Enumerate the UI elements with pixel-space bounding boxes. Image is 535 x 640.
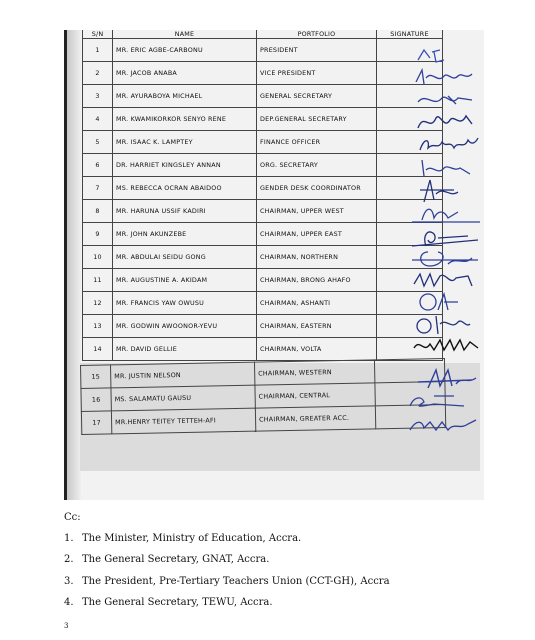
cell-name: MR. ISAAC K. LAMPTEY <box>113 131 257 154</box>
header-name: NAME <box>113 30 257 39</box>
cell-name: MR. ABDULAI SEIDU GONG <box>113 246 257 269</box>
cell-portfolio: CHAIRMAN, EASTERN <box>257 315 377 338</box>
cell-portfolio: VICE PRESIDENT <box>257 62 377 85</box>
cc-item-text: The President, Pre-Tertiary Teachers Union (CCT-GH), Accra <box>82 575 390 587</box>
cell-portfolio: CHAIRMAN, UPPER WEST <box>257 200 377 223</box>
cell-portfolio: FINANCE OFFICER <box>257 131 377 154</box>
table-row <box>83 39 443 62</box>
cc-item-number: 3. <box>64 575 74 587</box>
cc-item-number: 2. <box>64 554 74 566</box>
cell-portfolio: PRESIDENT <box>257 39 377 62</box>
page-number: 3 <box>64 622 69 630</box>
cell-name: DR. HARRIET KINGSLEY ANNAN <box>113 154 257 177</box>
header-signature: SIGNATURE <box>377 30 443 39</box>
scanned-signature-sheet <box>64 30 484 500</box>
cc-item-number: 1. <box>64 533 74 544</box>
cc-item-text: The General Secretary, TEWU, Accra. <box>82 596 273 608</box>
signature-3 <box>412 88 482 112</box>
table-row <box>83 246 443 269</box>
cc-item-number: 4. <box>64 596 74 608</box>
cell-name: MR. AYURABOYA MICHAEL <box>113 85 257 108</box>
table-row <box>83 315 443 338</box>
signature-15 <box>412 366 484 390</box>
cell-portfolio: CHAIRMAN, WESTERN <box>254 360 374 385</box>
table-row <box>83 62 443 85</box>
cell-name: MR. JACOB ANABA <box>113 62 257 85</box>
cell-name: MR. GODWIN AWOONOR-YEVU <box>113 315 257 338</box>
cc-item <box>64 597 390 618</box>
cell-portfolio: CHAIRMAN, VOLTA <box>257 338 377 361</box>
signature-14 <box>410 334 484 356</box>
cell-name: MR. JUSTIN NELSON <box>111 362 255 388</box>
cell-name: MR. DAVID GELLIE <box>113 338 257 361</box>
cell-portfolio: CHAIRMAN, BRONG AHAFO <box>257 269 377 292</box>
cell-sn: 16 <box>81 388 111 412</box>
cell-portfolio: CHAIRMAN, ASHANTI <box>257 292 377 315</box>
cell-sn: 4 <box>83 108 113 131</box>
table-row <box>83 223 443 246</box>
header-sn: S/N <box>83 30 113 39</box>
cc-item <box>64 554 390 575</box>
table-row <box>83 85 443 108</box>
table-row <box>83 154 443 177</box>
cell-sn: 17 <box>81 411 111 435</box>
signature-1 <box>410 44 470 66</box>
table-row <box>83 338 443 361</box>
cell-name: MR. JOHN AKUNZEBE <box>113 223 257 246</box>
cell-sn: 9 <box>83 223 113 246</box>
table-row <box>83 200 443 223</box>
signature-10 <box>408 246 484 270</box>
cell-name: MR. KWAMIKORKOR SENYO RENE <box>113 108 257 131</box>
header-portfolio: PORTFOLIO <box>257 30 377 39</box>
cell-portfolio: GENDER DESK COORDINATOR <box>257 177 377 200</box>
attendance-table <box>82 30 443 361</box>
cell-sn: 5 <box>83 131 113 154</box>
table-row <box>83 108 443 131</box>
cell-sn: 2 <box>83 62 113 85</box>
cell-name: MS. REBECCA OCRAN ABAIDOO <box>113 177 257 200</box>
signature-16 <box>404 388 480 412</box>
signature-2 <box>410 66 480 90</box>
cell-sn: 6 <box>83 154 113 177</box>
cell-portfolio: CHAIRMAN, NORTHERN <box>257 246 377 269</box>
cell-portfolio: DEP.GENERAL SECRETARY <box>257 108 377 131</box>
table-row <box>83 269 443 292</box>
signature-6 <box>414 156 484 180</box>
cell-name: MR. FRANCIS YAW OWUSU <box>113 292 257 315</box>
signature-17 <box>406 410 482 436</box>
cell-portfolio: CHAIRMAN, UPPER EAST <box>257 223 377 246</box>
cell-name: MR. AUGUSTINE A. AKIDAM <box>113 269 257 292</box>
cell-sn: 7 <box>83 177 113 200</box>
cc-label: Cc: <box>64 512 81 523</box>
signature-5-apology <box>414 132 484 158</box>
signature-11 <box>410 268 484 292</box>
scan-shadow <box>67 30 81 500</box>
cc-item <box>64 533 390 554</box>
cell-sn: 8 <box>83 200 113 223</box>
attendance-table-continued <box>80 358 446 435</box>
cc-list <box>64 533 390 618</box>
cell-name: MS. SALAMATU GAUSU <box>111 385 255 411</box>
table-row <box>83 177 443 200</box>
cc-item-text: The General Secretary, GNAT, Accra. <box>82 554 270 566</box>
table-row <box>83 292 443 315</box>
cc-item-text: The Minister, Ministry of Education, Accra. <box>82 533 302 544</box>
cell-sn: 10 <box>83 246 113 269</box>
cell-name: MR. HARUNA USSIF KADIRI <box>113 200 257 223</box>
signature-8 <box>408 202 484 226</box>
signature-4 <box>414 110 484 134</box>
cell-name: MR.HENRY TEITEY TETTEH-AFI <box>111 408 255 434</box>
cell-sn: 14 <box>83 338 113 361</box>
cell-sn: 15 <box>81 365 111 389</box>
signature-7 <box>414 178 484 204</box>
table-row <box>83 131 443 154</box>
cell-sn: 3 <box>83 85 113 108</box>
cell-portfolio: CHAIRMAN, CENTRAL <box>255 383 375 408</box>
cc-item <box>64 576 390 597</box>
cell-portfolio: GENERAL SECRETARY <box>257 85 377 108</box>
cell-portfolio: CHAIRMAN, GREATER ACC. <box>255 406 375 431</box>
cell-sn: 11 <box>83 269 113 292</box>
cell-portfolio: ORG. SECRETARY <box>257 154 377 177</box>
table-header-row <box>83 30 443 39</box>
cell-sn: 1 <box>83 39 113 62</box>
cell-sn: 13 <box>83 315 113 338</box>
cell-sn: 12 <box>83 292 113 315</box>
cell-name: MR. ERIC AGBE-CARBONU <box>113 39 257 62</box>
